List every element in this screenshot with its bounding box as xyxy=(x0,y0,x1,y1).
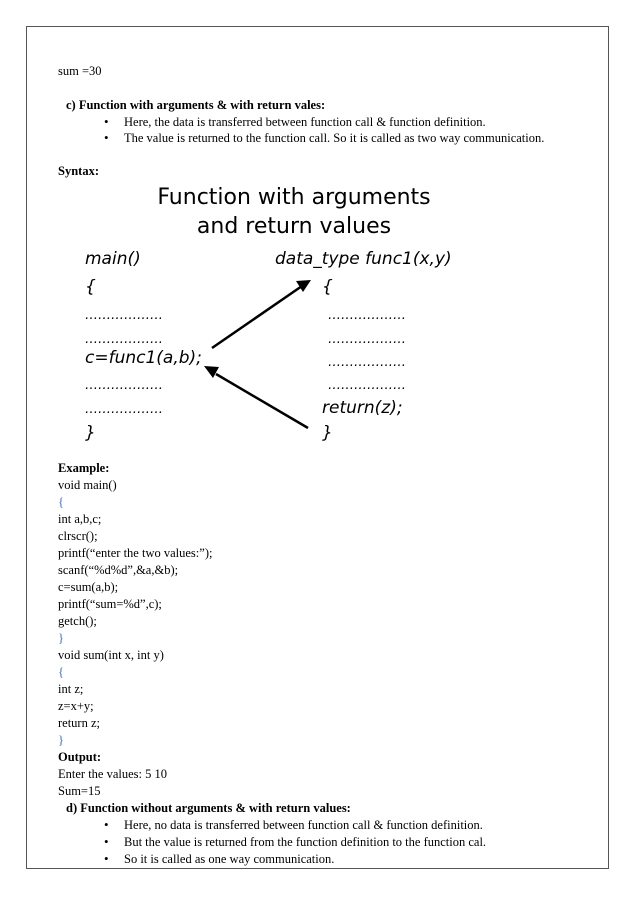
left-code-line: ……………… xyxy=(85,402,163,417)
syntax-label: Syntax: xyxy=(58,164,99,178)
code-line: z=x+y; xyxy=(58,699,94,713)
sum-result-line: sum =30 xyxy=(58,64,102,78)
example-label: Example: xyxy=(58,461,110,475)
left-code-line: ……………… xyxy=(85,332,163,347)
right-code-line: return(z); xyxy=(322,398,403,418)
code-line: } xyxy=(58,733,64,747)
section-c-bullet: • The value is returned to the function call. So it is called as two way communication. xyxy=(104,130,544,146)
code-line: int z; xyxy=(58,682,84,696)
code-line: { xyxy=(58,495,64,509)
section-d-bullet: • But the value is returned from the function definition to the function cal. xyxy=(104,834,486,850)
section-d-bullet: • Here, no data is transferred between function call & function definition. xyxy=(104,817,483,833)
code-line: int a,b,c; xyxy=(58,512,102,526)
code-line: clrscr(); xyxy=(58,529,98,543)
section-c-heading: c) Function with arguments & with return vales: xyxy=(66,98,326,112)
right-code-line: data_type func1(x,y) xyxy=(275,249,452,269)
section-d-heading: d) Function without arguments & with return values: xyxy=(66,801,351,815)
call-arrowhead-icon xyxy=(296,280,311,292)
code-line: return z; xyxy=(58,716,100,730)
function-diagram xyxy=(70,180,470,448)
code-line: printf(“enter the two values:”); xyxy=(58,546,213,560)
return-arrowhead-icon xyxy=(204,366,219,378)
call-arrow-line xyxy=(212,286,302,348)
left-code-line: main() xyxy=(85,249,141,269)
left-code-line: c=func1(a,b); xyxy=(85,348,202,368)
code-line: scanf(“%d%d”,&a,&b); xyxy=(58,563,179,577)
output-line: Sum=15 xyxy=(58,784,101,798)
output-line: Enter the values: 5 10 xyxy=(58,767,167,781)
diagram-title-line2: and return values xyxy=(196,214,392,239)
right-code-line: ……………… xyxy=(328,378,406,393)
right-code-line: ……………… xyxy=(328,332,406,347)
right-code-line: { xyxy=(322,277,333,297)
right-code-line: ……………… xyxy=(328,308,406,323)
right-code-line: ……………… xyxy=(328,355,406,370)
code-line: } xyxy=(58,631,64,645)
code-line: printf(“sum=%d”,c); xyxy=(58,597,162,611)
output-label: Output: xyxy=(58,750,102,764)
return-arrow-line xyxy=(216,374,308,428)
right-code-line: } xyxy=(322,423,333,443)
code-line: c=sum(a,b); xyxy=(58,580,119,594)
code-line: void main() xyxy=(58,478,117,492)
section-c-bullet: • Here, the data is transferred between function call & function definition. xyxy=(104,114,486,130)
code-line: { xyxy=(58,665,64,679)
code-line: void sum(int x, int y) xyxy=(58,648,164,662)
left-code-line: ……………… xyxy=(85,308,163,323)
left-code-line: { xyxy=(85,277,96,297)
section-d-bullet: • So it is called as one way communication. xyxy=(104,851,334,867)
code-line: getch(); xyxy=(58,614,97,628)
left-code-line: ……………… xyxy=(85,378,163,393)
diagram-title-line1: Function with arguments xyxy=(157,185,431,210)
left-code-line: } xyxy=(85,423,96,443)
